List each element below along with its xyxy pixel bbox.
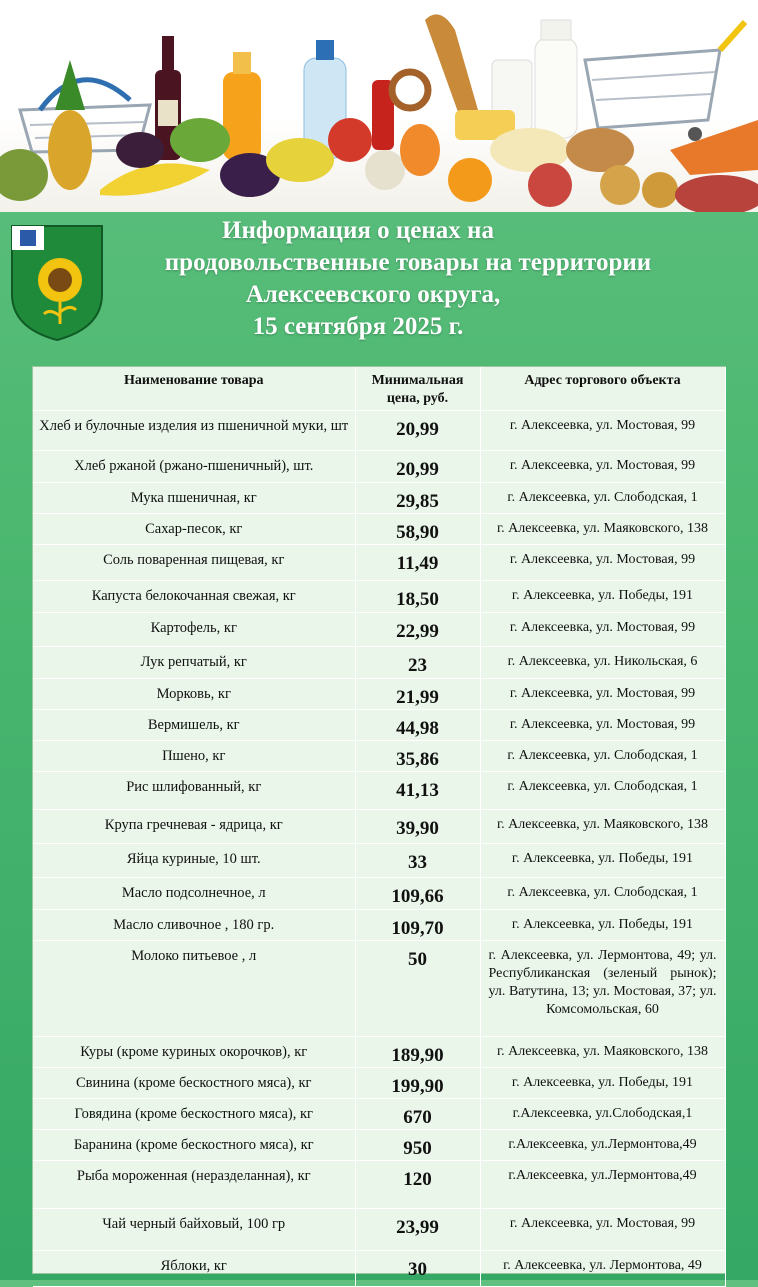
store-address: г. Алексеевка, ул. Победы, 191 (480, 581, 725, 613)
table-row (33, 1130, 725, 1161)
table-row (33, 741, 725, 772)
product-name: Баранина (кроме бескостного мяса), кг (33, 1130, 355, 1161)
product-price: 189,90 (355, 1037, 480, 1068)
product-price: 44,98 (355, 710, 480, 741)
product-name: Говядина (кроме бескостного мяса), кг (33, 1099, 355, 1130)
table-row (33, 514, 725, 545)
product-name: Чай черный байховый, 100 гр (33, 1209, 355, 1251)
table-row (33, 1037, 725, 1068)
table-row (33, 844, 725, 878)
table-row (33, 1099, 725, 1130)
store-address: г. Алексеевка, ул. Победы, 191 (480, 910, 725, 941)
store-address: г. Алексеевка, ул. Мостовая, 99 (480, 411, 725, 451)
store-address: г. Алексеевка, ул. Мостовая, 99 (480, 613, 725, 647)
grocery-illustration (0, 0, 758, 212)
grocery-banner (0, 0, 758, 212)
product-name: Рис шлифованный, кг (33, 772, 355, 810)
store-address: г. Алексеевка, ул. Слободская, 1 (480, 483, 725, 514)
product-name: Картофель, кг (33, 613, 355, 647)
product-price: 50 (355, 941, 480, 1037)
product-name: Яйца куриные, 10 шт. (33, 844, 355, 878)
title-line-1: Информация о ценах на (222, 217, 494, 244)
product-name: Хлеб и булочные изделия из пшеничной муки, шт (33, 411, 355, 451)
table-header-row (33, 367, 725, 411)
table-row (33, 1161, 725, 1209)
product-name: Морковь, кг (33, 679, 355, 710)
table-row (33, 647, 725, 679)
product-name: Лук репчатый, кг (33, 647, 355, 679)
product-name: Молоко питьевое , л (33, 941, 355, 1037)
product-price: 22,99 (355, 613, 480, 647)
store-address: г. Алексеевка, ул. Слободская, 1 (480, 878, 725, 910)
product-price: 39,90 (355, 810, 480, 844)
store-address: г. Алексеевка, ул. Маяковского, 138 (480, 514, 725, 545)
page-title (108, 215, 708, 343)
product-name: Пшено, кг (33, 741, 355, 772)
table-row (33, 941, 725, 1037)
product-price: 21,99 (355, 679, 480, 710)
product-price: 33 (355, 844, 480, 878)
store-address: г. Алексеевка, ул. Победы, 191 (480, 844, 725, 878)
store-address: г. Алексеевка, ул. Мостовая, 99 (480, 451, 725, 483)
baguette-icon (425, 14, 478, 118)
store-address: г. Алексеевка, ул. Мостовая, 99 (480, 710, 725, 741)
store-address: г. Алексеевка, ул. Лермонтова, 49 (480, 1251, 725, 1287)
product-price: 199,90 (355, 1068, 480, 1099)
product-name: Масло подсолнечное, л (33, 878, 355, 910)
product-name: Рыба мороженная (неразделанная), кг (33, 1161, 355, 1209)
price-table (32, 366, 726, 1280)
product-name: Соль поваренная пищевая, кг (33, 545, 355, 581)
shopping-cart-icon (585, 22, 745, 147)
table-row (33, 810, 725, 844)
store-address: г. Алексеевка, ул. Лермонтова, 49; ул. Республиканская (зеленый рынок); ул. Ватутина, 13; ул. Мостовая, 37; ул. Комсомольская, 60 (480, 941, 725, 1037)
header-price: Минимальная цена, руб. (355, 367, 480, 411)
table-row (33, 483, 725, 514)
store-address: г. Алексеевка, ул. Мостовая, 99 (480, 679, 725, 710)
milk-bottle-icon (535, 20, 577, 138)
table-row (33, 772, 725, 810)
product-name: Вермишель, кг (33, 710, 355, 741)
header-address: Адрес торгового объекта (480, 367, 725, 411)
table-row (33, 910, 725, 941)
store-address: г. Алексеевка, ул. Маяковского, 138 (480, 810, 725, 844)
table-row (33, 1251, 725, 1287)
product-name: Мука пшеничная, кг (33, 483, 355, 514)
product-name: Крупа гречневая - ядрица, кг (33, 810, 355, 844)
product-name: Куры (кроме куриных окорочков), кг (33, 1037, 355, 1068)
product-price: 950 (355, 1130, 480, 1161)
product-price: 670 (355, 1099, 480, 1130)
table-row (33, 878, 725, 910)
product-price: 109,70 (355, 910, 480, 941)
table-row (33, 679, 725, 710)
store-address: г. Алексеевка, ул. Победы, 191 (480, 1068, 725, 1099)
pretzel-icon (392, 72, 428, 108)
product-name: Капуста белокочанная свежая, кг (33, 581, 355, 613)
product-price: 30 (355, 1251, 480, 1287)
store-address: г. Алексеевка, ул. Мостовая, 99 (480, 1209, 725, 1251)
table-row (33, 1209, 725, 1251)
product-name: Масло сливочное , 180 гр. (33, 910, 355, 941)
store-address: г.Алексеевка, ул.Лермонтова,49 (480, 1161, 725, 1209)
product-price: 120 (355, 1161, 480, 1209)
store-address: г. Алексеевка, ул. Слободская, 1 (480, 772, 725, 810)
table-row (33, 613, 725, 647)
product-price: 20,99 (355, 411, 480, 451)
product-price: 23,99 (355, 1209, 480, 1251)
product-name: Свинина (кроме бескостного мяса), кг (33, 1068, 355, 1099)
table-row (33, 451, 725, 483)
product-price: 35,86 (355, 741, 480, 772)
product-price: 18,50 (355, 581, 480, 613)
store-address: г.Алексеевка, ул.Слободская,1 (480, 1099, 725, 1130)
product-name: Хлеб ржаной (ржано-пшеничный), шт. (33, 451, 355, 483)
table-row (33, 710, 725, 741)
product-price: 109,66 (355, 878, 480, 910)
header-name: Наименование товара (33, 367, 355, 411)
table-row (33, 581, 725, 613)
product-price: 58,90 (355, 514, 480, 545)
title-line-2: продовольственные товары на территории (164, 249, 652, 276)
product-price: 23 (355, 647, 480, 679)
product-name: Яблоки, кг (33, 1251, 355, 1287)
store-address: г. Алексеевка, ул. Никольская, 6 (480, 647, 725, 679)
store-address: г. Алексеевка, ул. Слободская, 1 (480, 741, 725, 772)
product-name: Сахар-песок, кг (33, 514, 355, 545)
product-price: 20,99 (355, 451, 480, 483)
product-price: 29,85 (355, 483, 480, 514)
title-line-4: 15 сентября 2025 г. (252, 313, 464, 340)
table-row (33, 1068, 725, 1099)
product-price: 11,49 (355, 545, 480, 581)
product-price: 41,13 (355, 772, 480, 810)
title-line-3: Алексеевского округа, (245, 281, 501, 308)
store-address: г.Алексеевка, ул.Лермонтова,49 (480, 1130, 725, 1161)
store-address: г. Алексеевка, ул. Маяковского, 138 (480, 1037, 725, 1068)
store-address: г. Алексеевка, ул. Мостовая, 99 (480, 545, 725, 581)
table-row (33, 411, 725, 451)
table-row (33, 545, 725, 581)
